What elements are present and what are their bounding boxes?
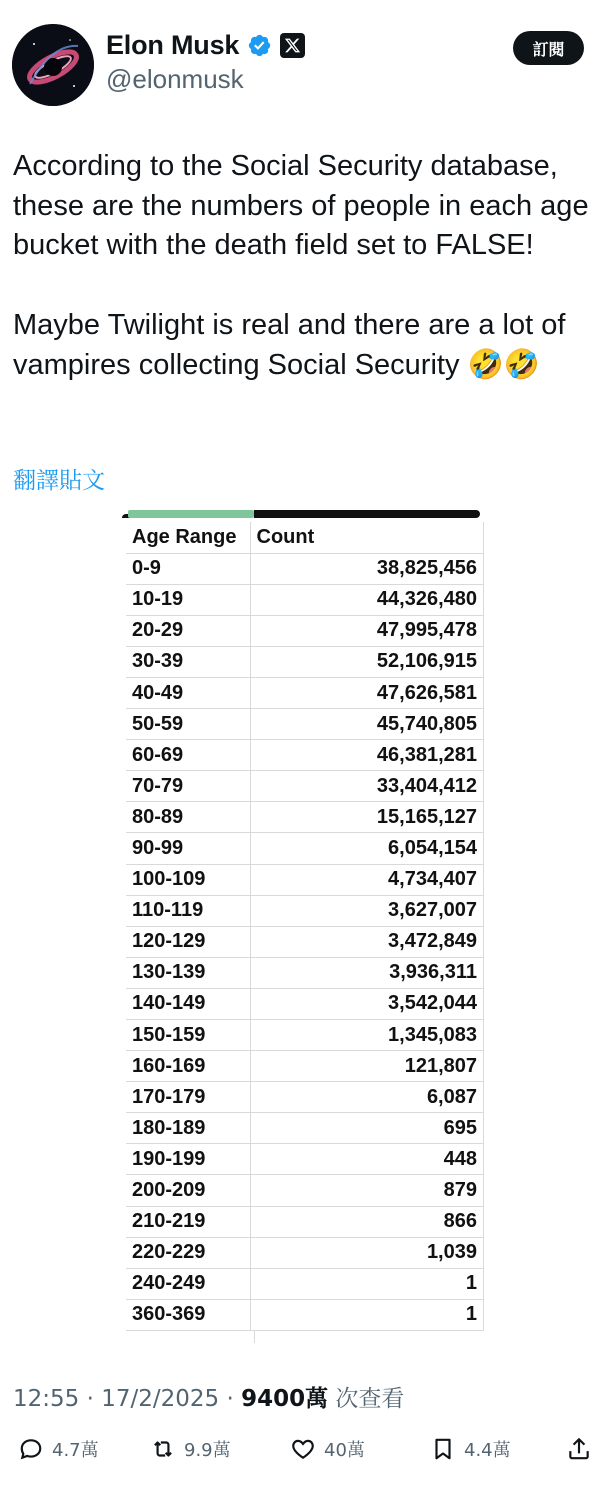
count-cell: 6,054,154	[250, 833, 484, 864]
avatar[interactable]	[12, 24, 94, 106]
table-row	[126, 1144, 484, 1175]
header-count: Count	[250, 522, 484, 553]
count-cell: 3,936,311	[250, 957, 484, 988]
age-range-cell: 110-119	[126, 895, 250, 926]
table-row	[126, 802, 484, 833]
table-row	[126, 615, 484, 646]
like-button[interactable]	[290, 1436, 365, 1462]
age-range-cell: 90-99	[126, 833, 250, 864]
table-row	[126, 709, 484, 740]
table-row	[126, 677, 484, 708]
table-row	[126, 1268, 484, 1299]
count-cell: 3,542,044	[250, 988, 484, 1019]
table-row	[126, 646, 484, 677]
count-cell: 44,326,480	[250, 584, 484, 615]
count-cell: 3,472,849	[250, 926, 484, 957]
count-cell: 15,165,127	[250, 802, 484, 833]
age-range-cell: 170-179	[126, 1082, 250, 1113]
age-range-cell: 210-219	[126, 1206, 250, 1237]
age-range-cell: 140-149	[126, 988, 250, 1019]
age-range-cell: 360-369	[126, 1299, 250, 1330]
name-row	[106, 30, 305, 61]
share-button[interactable]	[566, 1436, 592, 1462]
author-handle[interactable]: @elonmusk	[106, 64, 244, 94]
table-row	[126, 957, 484, 988]
count-cell: 866	[250, 1206, 484, 1237]
age-range-cell: 70-79	[126, 771, 250, 802]
translate-post-link[interactable]: 翻譯貼文	[13, 468, 105, 494]
age-range-cell: 50-59	[126, 709, 250, 740]
share-icon	[566, 1436, 592, 1462]
table-row	[126, 771, 484, 802]
avatar-image	[12, 24, 94, 106]
age-range-cell: 100-109	[126, 864, 250, 895]
repost-count: 9.9萬	[184, 1440, 231, 1461]
age-range-cell: 160-169	[126, 1051, 250, 1082]
tweet-paragraph-2	[13, 306, 598, 386]
age-range-cell: 80-89	[126, 802, 250, 833]
count-cell: 448	[250, 1144, 484, 1175]
views-count: 9400萬	[241, 1386, 329, 1412]
reply-count: 4.7萬	[52, 1440, 99, 1461]
table-row	[126, 1082, 484, 1113]
age-range-cell: 190-199	[126, 1144, 250, 1175]
heart-icon	[290, 1436, 316, 1462]
tweet-paragraph-1: According to the Social Security database, these are the numbers of people in each age bucket with the death field set to FALSE!	[13, 150, 589, 261]
age-range-cell: 20-29	[126, 615, 250, 646]
age-range-cell: 0-9	[126, 553, 250, 584]
count-cell: 47,995,478	[250, 615, 484, 646]
count-cell: 47,626,581	[250, 677, 484, 708]
count-cell: 38,825,456	[250, 553, 484, 584]
table-row	[126, 864, 484, 895]
age-range-cell: 60-69	[126, 740, 250, 771]
subscribe-button[interactable]: 訂閱	[513, 31, 584, 65]
age-range-cell: 200-209	[126, 1175, 250, 1206]
age-range-cell: 240-249	[126, 1268, 250, 1299]
table-row	[126, 584, 484, 615]
repost-icon	[150, 1436, 176, 1462]
tweet-header	[0, 0, 607, 115]
age-range-cell: 120-129	[126, 926, 250, 957]
table-row	[126, 1113, 484, 1144]
bookmark-icon	[430, 1436, 456, 1462]
repost-button[interactable]	[150, 1436, 231, 1462]
count-cell: 695	[250, 1113, 484, 1144]
bookmark-count: 4.4萬	[464, 1440, 511, 1461]
count-cell: 121,807	[250, 1051, 484, 1082]
reply-icon	[18, 1436, 44, 1462]
age-range-cell: 30-39	[126, 646, 250, 677]
count-cell: 3,627,007	[250, 895, 484, 926]
x-logo-icon	[280, 33, 305, 58]
age-count-table	[126, 522, 484, 1331]
table-row	[126, 1051, 484, 1082]
reply-button[interactable]	[18, 1436, 99, 1462]
time-date[interactable]: 12:55 · 17/2/2025 ·	[13, 1386, 242, 1412]
tweet-paragraph-2-text: Maybe Twilight is real and there are a lot of vampires collecting Social Security	[13, 308, 566, 381]
age-range-cell: 10-19	[126, 584, 250, 615]
table-row	[126, 553, 484, 584]
count-cell: 1,345,083	[250, 1020, 484, 1051]
table-row	[126, 1299, 484, 1330]
verified-badge-icon[interactable]	[247, 33, 272, 58]
like-count: 40萬	[324, 1440, 365, 1461]
table-header-row	[126, 522, 484, 553]
table-row	[126, 988, 484, 1019]
table-row	[126, 1175, 484, 1206]
table-row	[126, 1020, 484, 1051]
count-cell: 6,087	[250, 1082, 484, 1113]
count-cell: 33,404,412	[250, 771, 484, 802]
sheet-header-bar	[122, 508, 486, 522]
action-bar	[0, 1436, 607, 1472]
age-range-cell: 130-139	[126, 957, 250, 988]
table-row	[126, 895, 484, 926]
age-range-cell: 180-189	[126, 1113, 250, 1144]
age-range-cell: 40-49	[126, 677, 250, 708]
table-row	[126, 1237, 484, 1268]
table-row	[126, 926, 484, 957]
count-cell: 4,734,407	[250, 864, 484, 895]
table-row	[126, 1206, 484, 1237]
count-cell: 1	[250, 1299, 484, 1330]
spreadsheet-image[interactable]	[122, 508, 486, 1343]
bookmark-button[interactable]	[430, 1436, 511, 1462]
age-range-cell: 220-229	[126, 1237, 250, 1268]
tweet-body	[13, 147, 598, 386]
views-label: 次查看	[328, 1386, 405, 1412]
header-age-range: Age Range	[126, 522, 250, 553]
count-cell: 879	[250, 1175, 484, 1206]
age-range-cell: 150-159	[126, 1020, 250, 1051]
count-cell: 52,106,915	[250, 646, 484, 677]
tweet-timestamp	[13, 1380, 404, 1413]
count-cell: 46,381,281	[250, 740, 484, 771]
table-row	[126, 740, 484, 771]
count-cell: 1	[250, 1268, 484, 1299]
count-cell: 45,740,805	[250, 709, 484, 740]
display-name[interactable]: Elon Musk	[106, 30, 240, 60]
rofl-emoji-icon: 🤣🤣	[467, 347, 540, 381]
table-row	[126, 833, 484, 864]
count-cell: 1,039	[250, 1237, 484, 1268]
